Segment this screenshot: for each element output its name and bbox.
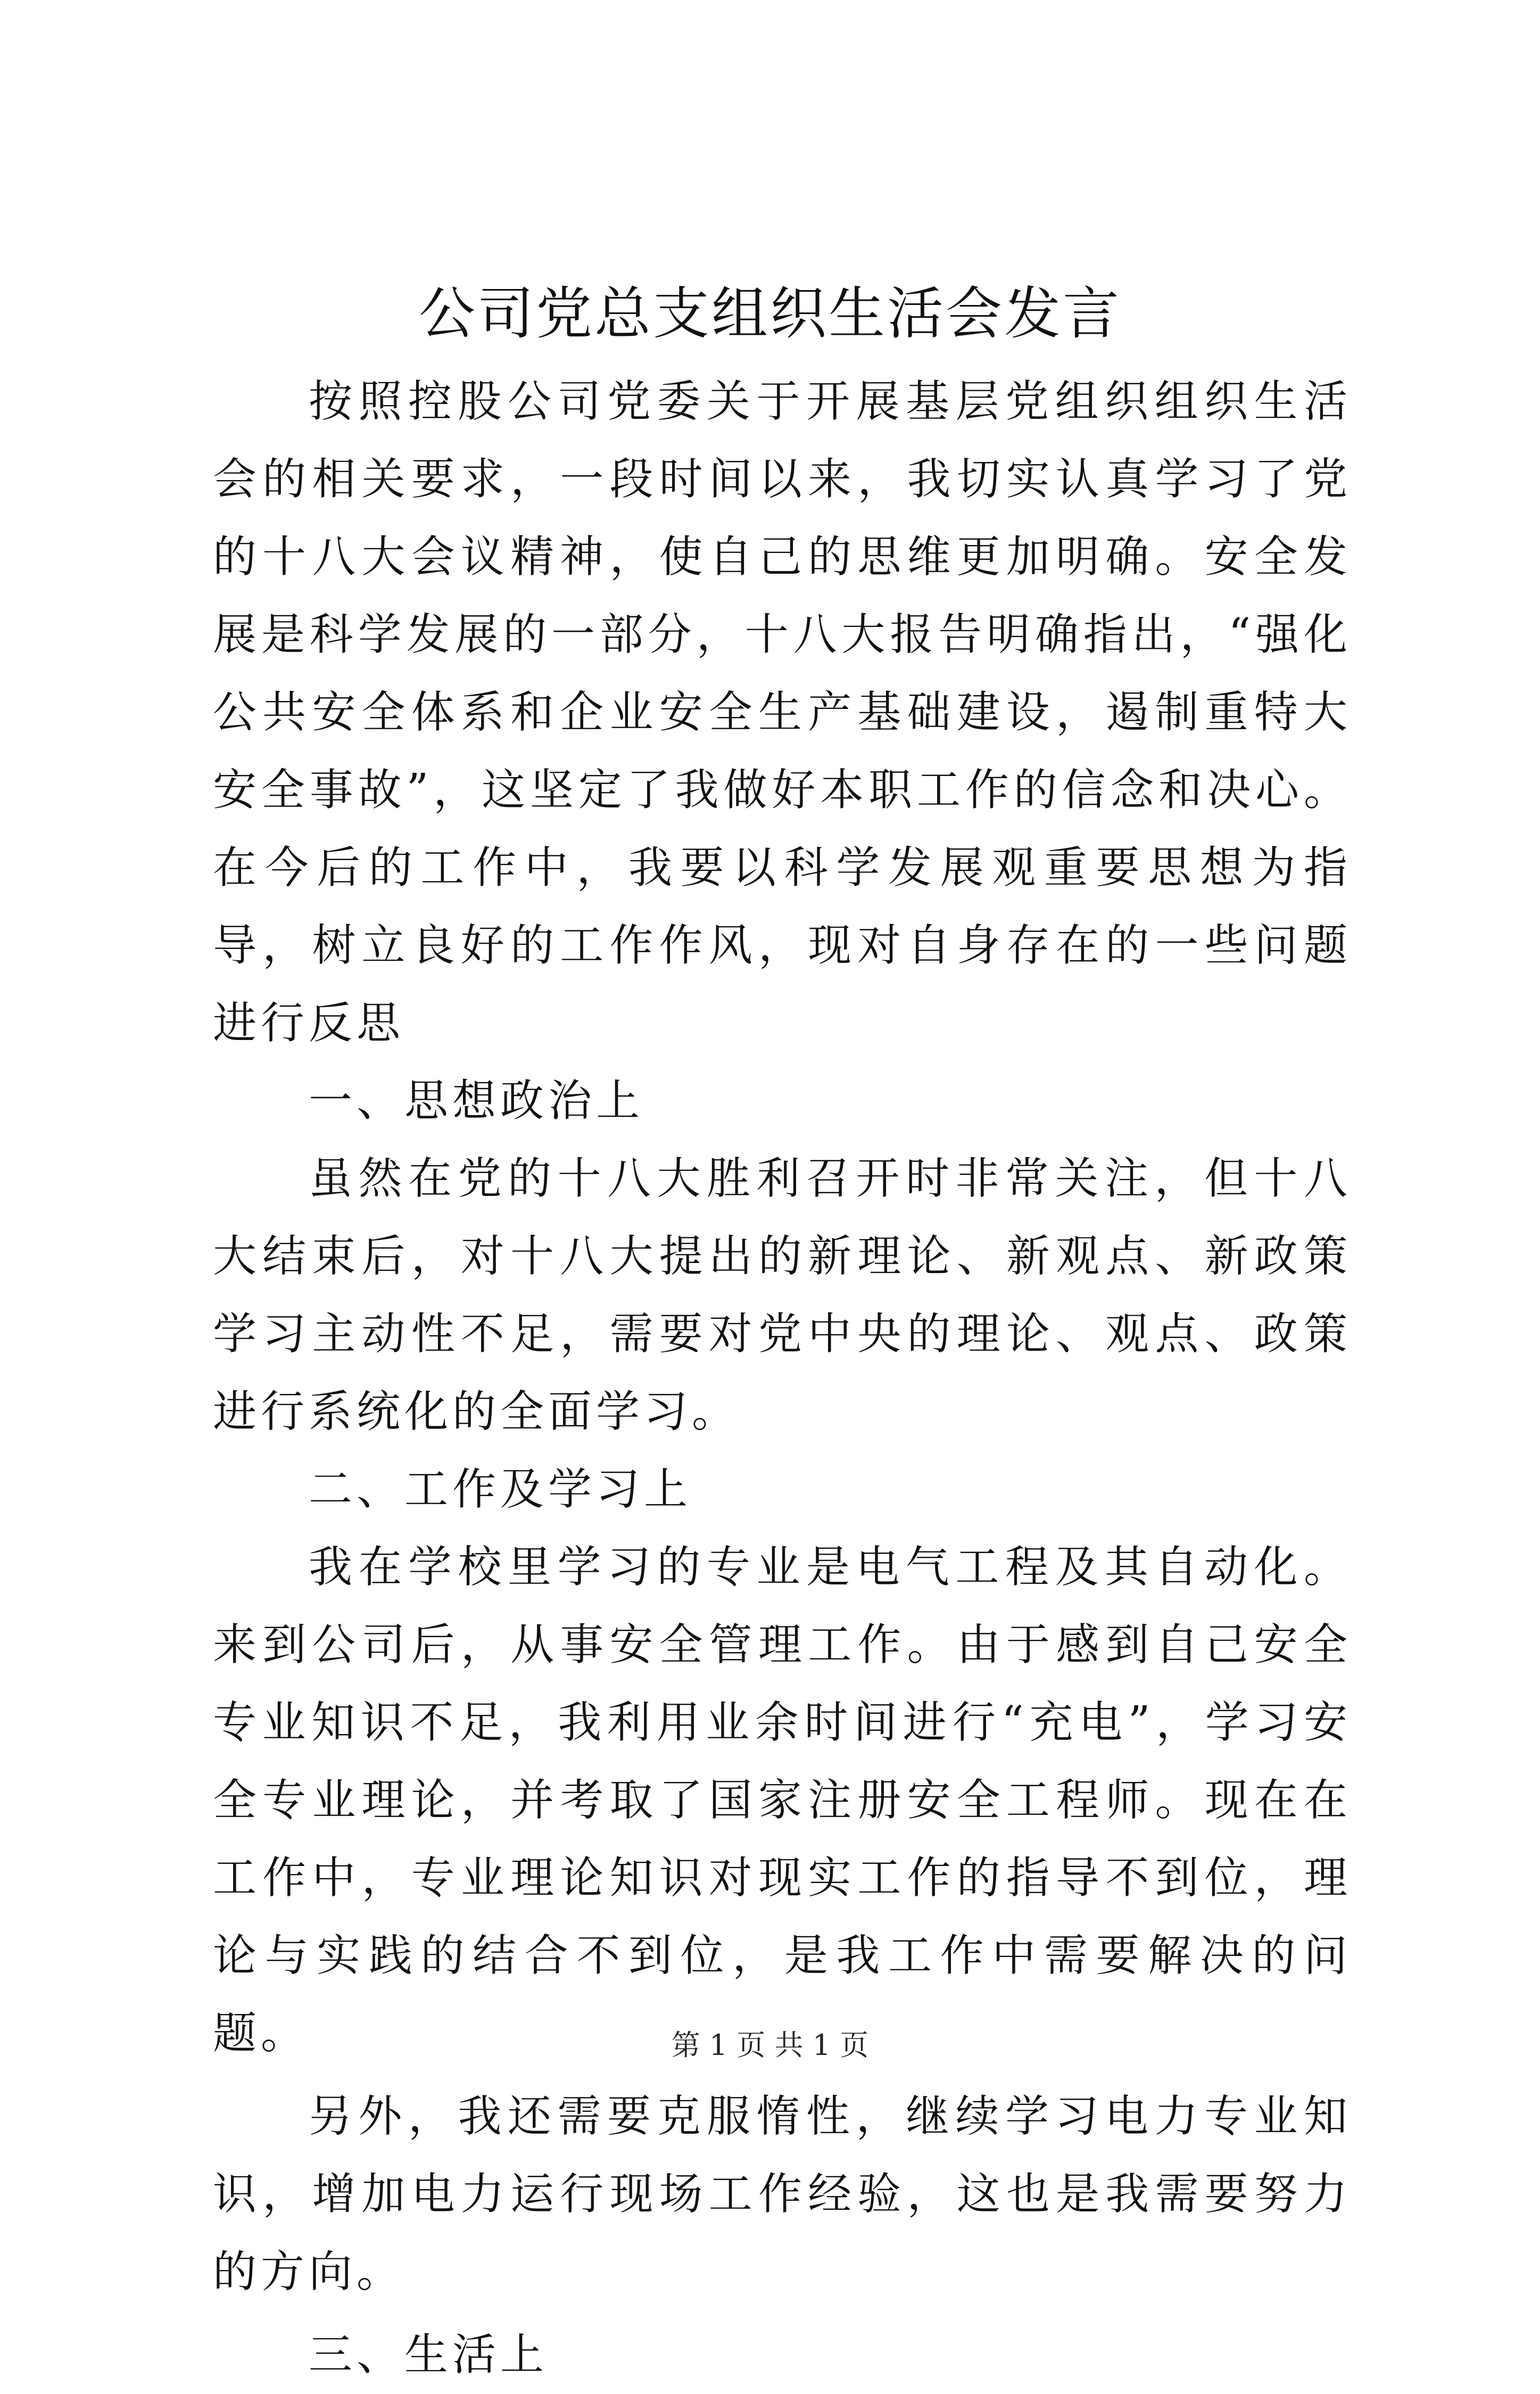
page-footer: 第 1 页 共 1 页 — [671, 2028, 869, 2062]
section-heading-3: 三、生活上 — [309, 2330, 549, 2380]
document-title: 公司党总支组织生活会发言 — [419, 281, 1121, 346]
paragraph-section-2: 我在学校里学习的专业是电气工程及其自动化。来到公司后，从事安全管理工作。由于感到自己安全专业知识不足，我利用业余时间进行“充电”，学习安全专业理论，并考取了国家注册安全工程师。现在在工作中，专业理论知识对现实工作的指导不到位，理论与实践的结合不到位，是我工作中需要解决的问题。 — [213, 1542, 1352, 2059]
paragraph-gap — [213, 2073, 1352, 2078]
section-heading-1: 一、思想政治上 — [309, 1076, 644, 1126]
paragraph-intro: 按照控股公司党委关于开展基层党组织组织生活会的相关要求，一段时间以来，我切实认真学习了党的十八大会议精神，使自己的思维更加明确。安全发展是科学发展的一部分，十八大报告明确指出，“强化公共安全体系和企业安全生产基础建设，遏制重特大安全事故”，这坚定了我做好本职工作的信念和决心。在今后的工作中，我要以科学发展观重要思想为指导，树立良好的工作作风，现对自身存在的一些问题进行反思 — [213, 376, 1352, 1049]
paragraph-section-2-extra: 另外，我还需要克服惰性，继续学习电力专业知识，增加电力运行现场工作经验，这也是我需要努力的方向。 — [213, 2091, 1352, 2297]
section-heading-2: 二、工作及学习上 — [309, 1464, 692, 1515]
document-body — [213, 363, 1352, 2394]
paragraph-gap — [213, 2311, 1352, 2316]
paragraph-section-1: 虽然在党的十八大胜利召开时非常关注，但十八大结束后，对十八大提出的新理论、新观点、新政策学习主动性不足，需要对党中央的理论、观点、政策进行系统化的全面学习。 — [213, 1153, 1352, 1437]
